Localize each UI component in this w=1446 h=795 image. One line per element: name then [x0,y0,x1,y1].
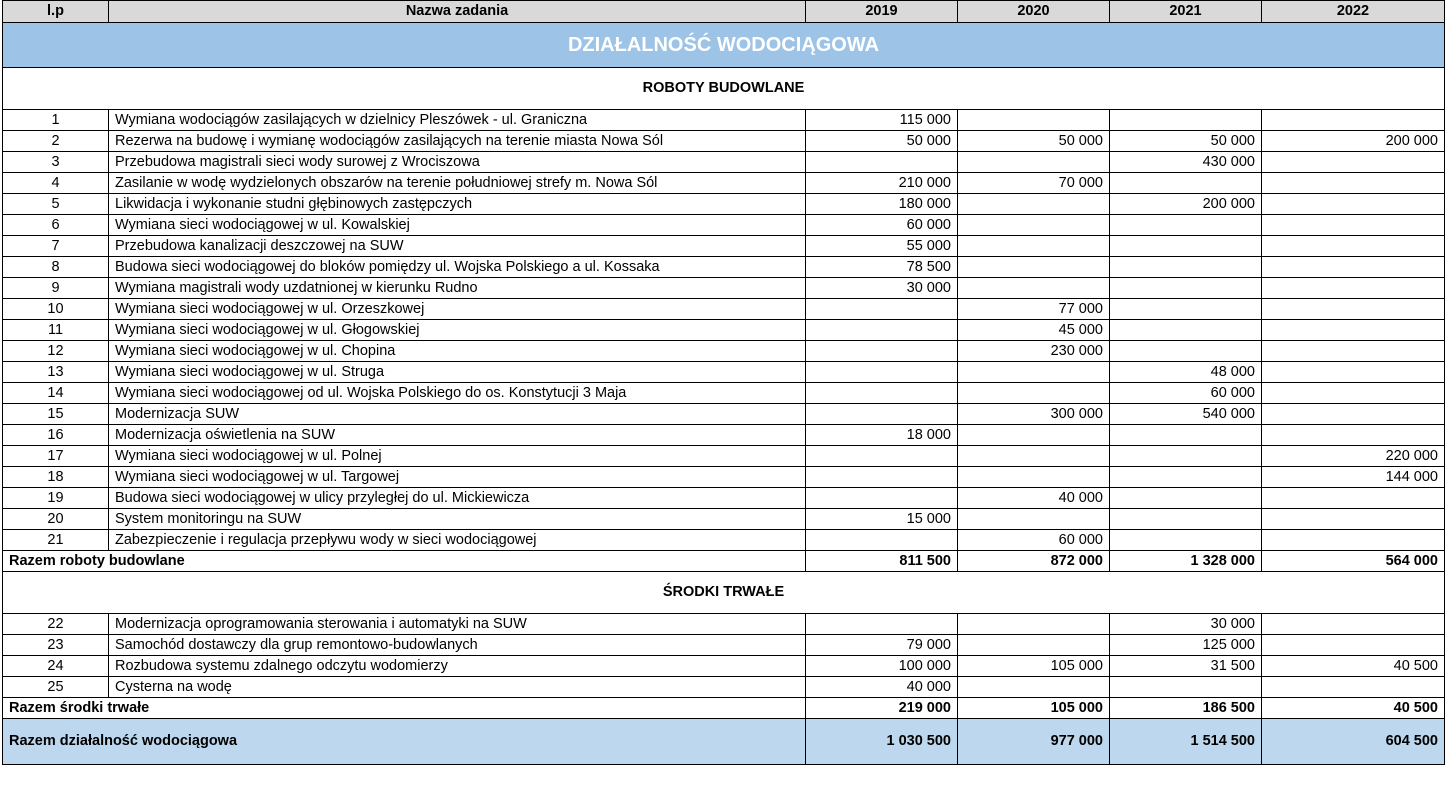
table-row [3,236,1445,257]
row-value [1262,614,1445,635]
row-value: 55 000 [806,236,958,257]
row-name: Cysterna na wodę [109,677,806,698]
row-lp: 9 [3,278,109,299]
row-value [806,488,958,509]
row-value: 18 000 [806,425,958,446]
row-value [958,110,1110,131]
row-value [1110,236,1262,257]
table-row [3,215,1445,236]
row-lp: 2 [3,131,109,152]
table-row [3,446,1445,467]
row-name: Wymiana sieci wodociągowej w ul. Struga [109,362,806,383]
row-value [1262,425,1445,446]
row-value [958,152,1110,173]
table-row [3,341,1445,362]
row-lp: 10 [3,299,109,320]
row-lp: 23 [3,635,109,656]
row-name: System monitoringu na SUW [109,509,806,530]
row-lp: 8 [3,257,109,278]
subtotal-label: Razem roboty budowlane [3,551,806,572]
table-row [3,404,1445,425]
row-value: 200 000 [1262,131,1445,152]
row-value [958,635,1110,656]
row-value [1262,383,1445,404]
row-name: Budowa sieci wodociągowej w ulicy przyległej do ul. Mickiewicza [109,488,806,509]
grand-total-value: 1 030 500 [806,719,958,765]
header-year-2019: 2019 [806,1,958,23]
table-row [3,131,1445,152]
row-name: Modernizacja SUW [109,404,806,425]
subtotal-value: 1 328 000 [1110,551,1262,572]
table-row [3,635,1445,656]
row-value [958,467,1110,488]
row-name: Wymiana wodociągów zasilających w dzielnicy Pleszówek - ul. Graniczna [109,110,806,131]
row-value: 105 000 [958,656,1110,677]
row-value [958,614,1110,635]
row-value [1262,341,1445,362]
subtotal-row [3,698,1445,719]
row-value: 15 000 [806,509,958,530]
row-lp: 13 [3,362,109,383]
row-value [1262,362,1445,383]
row-lp: 20 [3,509,109,530]
row-value [1262,257,1445,278]
row-value [806,467,958,488]
row-value [806,383,958,404]
row-value [958,215,1110,236]
title-row [3,23,1445,68]
row-lp: 17 [3,446,109,467]
row-value [806,341,958,362]
row-value: 77 000 [958,299,1110,320]
section-heading-row [3,572,1445,614]
header-year-2020: 2020 [958,1,1110,23]
row-lp: 14 [3,383,109,404]
subtotal-value: 219 000 [806,698,958,719]
row-lp: 4 [3,173,109,194]
row-value [1110,446,1262,467]
row-lp: 18 [3,467,109,488]
header-lp: l.p [3,1,109,23]
table-row [3,194,1445,215]
row-lp: 24 [3,656,109,677]
table-row [3,257,1445,278]
row-value [1262,530,1445,551]
row-value: 31 500 [1110,656,1262,677]
row-value: 30 000 [806,278,958,299]
row-value: 70 000 [958,173,1110,194]
row-name: Przebudowa magistrali sieci wody surowej z Wrociszowa [109,152,806,173]
row-value [958,677,1110,698]
row-name: Przebudowa kanalizacji deszczowej na SUW [109,236,806,257]
subtotal-value: 40 500 [1262,698,1445,719]
row-value: 40 000 [806,677,958,698]
row-value [1110,530,1262,551]
row-value [806,446,958,467]
row-value [1262,299,1445,320]
grand-total-row [3,719,1445,765]
row-value: 125 000 [1110,635,1262,656]
row-value: 300 000 [958,404,1110,425]
row-value [1110,488,1262,509]
row-value [1262,320,1445,341]
row-value [958,425,1110,446]
table-row [3,278,1445,299]
table-row [3,425,1445,446]
row-name: Budowa sieci wodociągowej do bloków pomiędzy ul. Wojska Polskiego a ul. Kossaka [109,257,806,278]
row-lp: 11 [3,320,109,341]
section-heading: ŚRODKI TRWAŁE [3,572,1445,614]
row-value: 60 000 [806,215,958,236]
row-value [1110,341,1262,362]
table-row [3,509,1445,530]
row-value [1110,257,1262,278]
row-value [1262,488,1445,509]
row-value [958,257,1110,278]
table-row [3,320,1445,341]
subtotal-label: Razem środki trwałe [3,698,806,719]
row-value: 79 000 [806,635,958,656]
table-row [3,383,1445,404]
row-value [1110,509,1262,530]
row-lp: 3 [3,152,109,173]
section-heading: ROBOTY BUDOWLANE [3,68,1445,110]
row-lp: 7 [3,236,109,257]
table-row [3,677,1445,698]
budget-table [2,0,1445,765]
row-name: Modernizacja oświetlenia na SUW [109,425,806,446]
row-value [1262,236,1445,257]
grand-total-value: 1 514 500 [1110,719,1262,765]
row-value [1110,110,1262,131]
row-value [958,509,1110,530]
row-value: 540 000 [1110,404,1262,425]
row-name: Samochód dostawczy dla grup remontowo-budowlanych [109,635,806,656]
row-value [1262,215,1445,236]
table-row [3,614,1445,635]
row-value: 100 000 [806,656,958,677]
row-value [806,362,958,383]
row-name: Wymiana sieci wodociągowej w ul. Głogowskiej [109,320,806,341]
row-lp: 5 [3,194,109,215]
subtotal-value: 564 000 [1262,551,1445,572]
row-value [1262,404,1445,425]
row-value: 45 000 [958,320,1110,341]
row-name: Zasilanie w wodę wydzielonych obszarów na terenie południowej strefy m. Nowa Sól [109,173,806,194]
grand-total-value: 604 500 [1262,719,1445,765]
subtotal-row [3,551,1445,572]
row-value [1110,467,1262,488]
row-value [1110,215,1262,236]
row-value [958,278,1110,299]
row-value: 50 000 [806,131,958,152]
row-value [1262,278,1445,299]
row-value: 40 500 [1262,656,1445,677]
row-value: 115 000 [806,110,958,131]
row-value: 200 000 [1110,194,1262,215]
row-name: Rozbudowa systemu zdalnego odczytu wodomierzy [109,656,806,677]
row-value [1262,509,1445,530]
row-value [958,446,1110,467]
row-lp: 16 [3,425,109,446]
table-title: DZIAŁALNOŚĆ WODOCIĄGOWA [3,23,1445,68]
row-value [958,236,1110,257]
row-value [1262,677,1445,698]
subtotal-value: 872 000 [958,551,1110,572]
row-name: Modernizacja oprogramowania sterowania i automatyki na SUW [109,614,806,635]
row-value: 40 000 [958,488,1110,509]
grand-total-label: Razem działalność wodociągowa [3,719,806,765]
row-value [1110,278,1262,299]
row-name: Wymiana magistrali wody uzdatnionej w kierunku Rudno [109,278,806,299]
row-value [1110,677,1262,698]
row-value [806,299,958,320]
row-value: 50 000 [1110,131,1262,152]
row-lp: 15 [3,404,109,425]
row-name: Rezerwa na budowę i wymianę wodociągów zasilających na terenie miasta Nowa Sól [109,131,806,152]
row-value [806,614,958,635]
table-body [3,23,1445,765]
row-value: 60 000 [1110,383,1262,404]
table-row [3,110,1445,131]
row-name: Wymiana sieci wodociągowej w ul. Kowalskiej [109,215,806,236]
row-lp: 22 [3,614,109,635]
row-value: 48 000 [1110,362,1262,383]
table-row [3,656,1445,677]
header-year-2022: 2022 [1262,1,1445,23]
row-value: 430 000 [1110,152,1262,173]
table-row [3,467,1445,488]
row-lp: 19 [3,488,109,509]
row-value [1262,194,1445,215]
table-row [3,530,1445,551]
row-value: 30 000 [1110,614,1262,635]
row-value [958,194,1110,215]
row-name: Wymiana sieci wodociągowej w ul. Chopina [109,341,806,362]
row-lp: 1 [3,110,109,131]
row-value [958,383,1110,404]
row-value [958,362,1110,383]
row-name: Likwidacja i wykonanie studni głębinowych zastępczych [109,194,806,215]
row-value: 60 000 [958,530,1110,551]
row-name: Wymiana sieci wodociągowej w ul. Polnej [109,446,806,467]
row-name: Zabezpieczenie i regulacja przepływu wody w sieci wodociągowej [109,530,806,551]
row-value: 144 000 [1262,467,1445,488]
row-value [806,320,958,341]
row-lp: 12 [3,341,109,362]
grand-total-value: 977 000 [958,719,1110,765]
row-name: Wymiana sieci wodociągowej od ul. Wojska Polskiego do os. Konstytucji 3 Maja [109,383,806,404]
row-value: 180 000 [806,194,958,215]
header-year-2021: 2021 [1110,1,1262,23]
row-value: 220 000 [1262,446,1445,467]
table-row [3,152,1445,173]
row-value [1110,320,1262,341]
table-row [3,362,1445,383]
row-value [1262,173,1445,194]
subtotal-value: 811 500 [806,551,958,572]
row-lp: 21 [3,530,109,551]
table-row [3,299,1445,320]
header-name: Nazwa zadania [109,1,806,23]
subtotal-value: 105 000 [958,698,1110,719]
row-value [806,530,958,551]
row-name: Wymiana sieci wodociągowej w ul. Orzeszkowej [109,299,806,320]
row-value [1262,635,1445,656]
row-value [806,404,958,425]
section-heading-row [3,68,1445,110]
row-value [1110,425,1262,446]
row-value [1262,110,1445,131]
row-value [1110,299,1262,320]
row-name: Wymiana sieci wodociągowej w ul. Targowej [109,467,806,488]
row-value: 78 500 [806,257,958,278]
row-value [1262,152,1445,173]
table-row [3,488,1445,509]
row-lp: 25 [3,677,109,698]
row-value: 210 000 [806,173,958,194]
header-row [3,1,1445,23]
subtotal-value: 186 500 [1110,698,1262,719]
table-row [3,173,1445,194]
row-value: 50 000 [958,131,1110,152]
row-value: 230 000 [958,341,1110,362]
row-value [806,152,958,173]
row-value [1110,173,1262,194]
row-lp: 6 [3,215,109,236]
